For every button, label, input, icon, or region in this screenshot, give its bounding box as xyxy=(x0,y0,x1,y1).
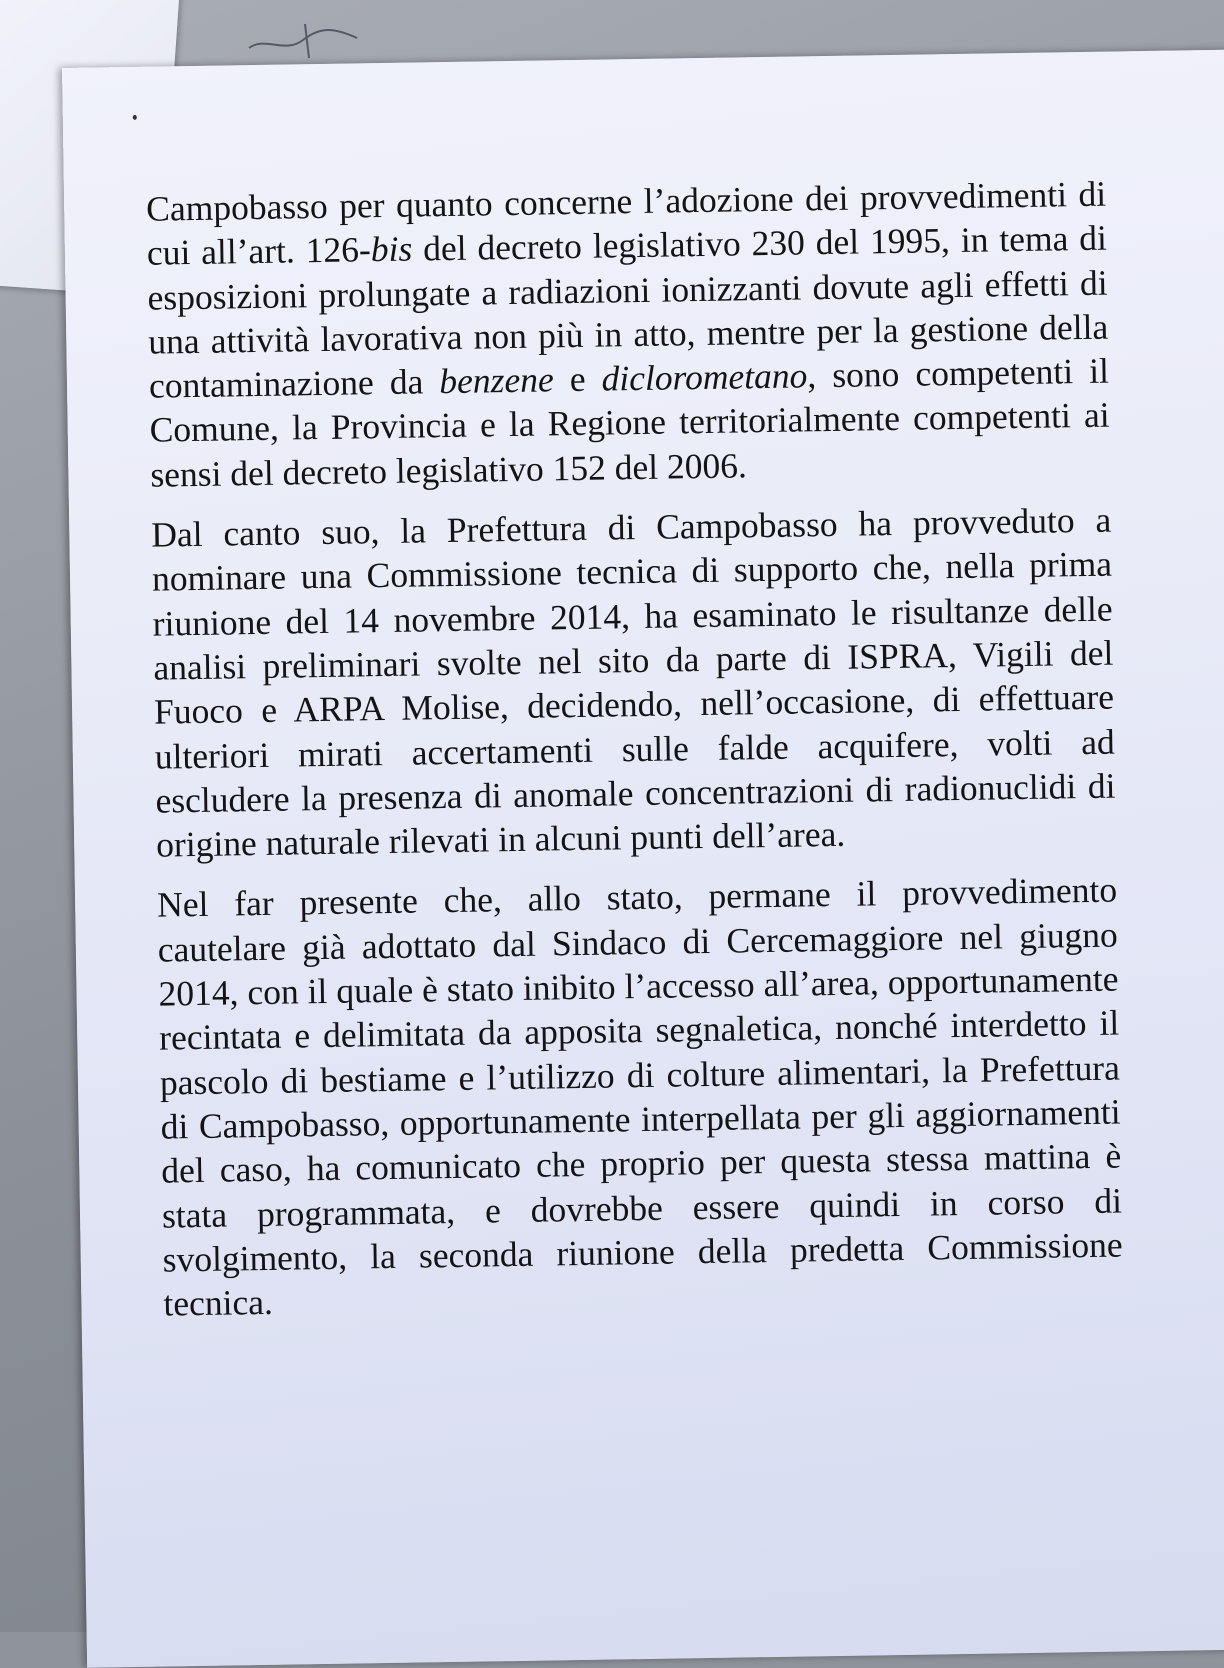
italic-term: benzene xyxy=(439,359,555,402)
text-run: Campobasso per quanto concerne l’adozione dei provvedimenti di cui all’art. 126- xyxy=(145,173,1107,273)
text-run: e xyxy=(553,358,602,400)
paragraph xyxy=(151,498,1116,867)
text-run: Dal canto suo, la Prefettura di Campobasso ha provveduto a nominare una Commissione tecnica di supporto che, nella prima riunione del 14 novembre 2014, ha esaminato le risultanze delle analisi preliminari svolte nel sito da parte di ISPRA, Vigili del Fuoco e ARPA Molise, decidendo, nell’occasione, di effettuare ulteriori mirati accertamenti sulle falde acquifere, volti ad escludere la presenza di anomale concentrazioni di radionuclidi di origine naturale rilevati in alcuni punti dell’area. xyxy=(151,499,1116,865)
body-text xyxy=(146,172,1124,1342)
italic-term: bis xyxy=(370,228,413,270)
paragraph xyxy=(157,868,1124,1326)
paragraph xyxy=(146,172,1111,497)
ink-dot xyxy=(133,115,137,120)
italic-term: diclorometano xyxy=(601,355,808,399)
text-run: Nel far presente che, allo stato, permane il provvedimento cautelare già adottato dal Sindaco di Cercemaggiore nel giugno 2014, con il quale è stato inibito l’accesso all’area, opportunamente recintata e delimitata da apposita segnaletica, nonché interdetto il pascolo di bestiame e l’utilizzo di colture alimentari, la Prefettura di Campobasso, opportunamente interpellata per gli aggiornamenti del caso, ha comunicato che proprio per questa stessa mattina è stata programmata, e dovrebbe essere quindi in corso di svolgimento, la seconda riunione della predetta Commissione tecnica. xyxy=(156,869,1123,1324)
text-run: del decreto legislativo 230 del 1995, in tema di esposizioni prolungate a radiazioni ionizzanti dovute agli effetti di una attività lavorativa non più in atto, mentre per la gestione della contaminazione da xyxy=(147,217,1109,406)
document-page xyxy=(62,49,1224,1667)
text-run: , sono competenti il Comune, la Provincia e la Regione territorialmente competenti ai sensi del decreto legislativo 152 del 2006. xyxy=(149,350,1110,495)
handwritten-mark xyxy=(245,18,365,64)
